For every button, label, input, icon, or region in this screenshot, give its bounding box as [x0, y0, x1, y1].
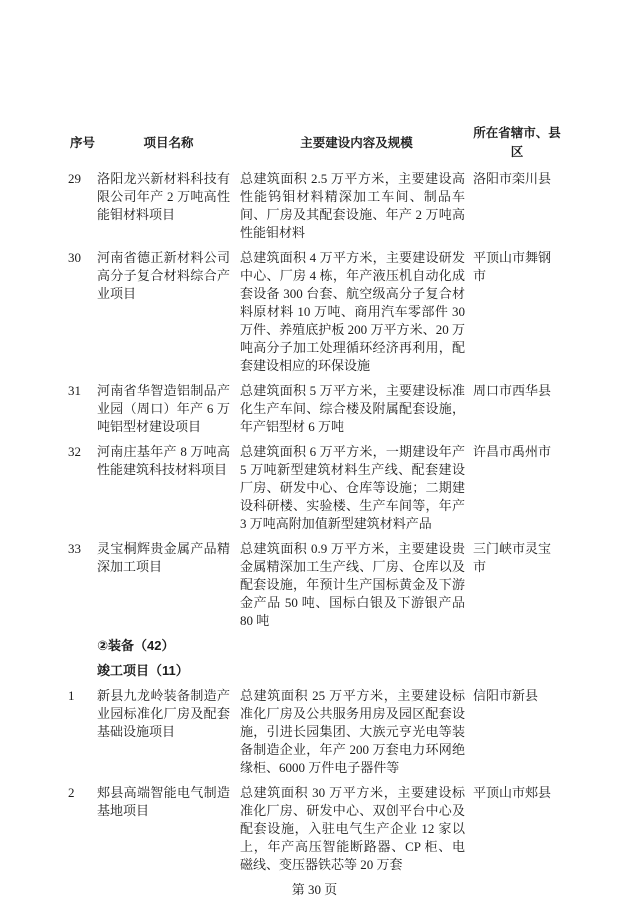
cell-location: 三门峡市灵宝市 [473, 541, 552, 574]
cell-project-name: 河南省德正新材料公司高分子复合材料综合产业项目 [97, 250, 230, 301]
col-header-project-name: 项目名称 [143, 135, 194, 150]
table-row [68, 443, 561, 533]
cell-index: 2 [68, 785, 75, 800]
table-row [68, 249, 561, 375]
cell-location: 平顶山市舞钢市 [473, 250, 552, 283]
cell-index: 1 [68, 688, 75, 703]
cell-index: 33 [68, 541, 81, 556]
section-heading-equipment: ②装备（42） [97, 638, 175, 653]
cell-project-name: 河南省华智造铝制品产业园（周口）年产 6 万吨铝型材建设项目 [97, 383, 230, 434]
cell-project-name: 郏县高端智能电气制造基地项目 [97, 785, 230, 818]
cell-location: 信阳市新县 [473, 688, 539, 703]
cell-construction-content: 总建筑面积 30 万平方米，主要建设标准化厂房、研发中心、双创平台中心及配套设施，入驻电气生产企业 12 家以上，年产高压智能断路器、CP 柜、电磁线、变压器铁芯等 20 万套 [240, 785, 465, 872]
cell-project-name: 河南庄基年产 8 万吨高性能建筑科技材料项目 [97, 444, 230, 477]
col-header-index: 序号 [69, 135, 95, 150]
page-number: 第 30 页 [291, 882, 338, 897]
col-header-location: 所在省辖市、县区 [473, 126, 561, 159]
cell-location: 周口市西华县 [473, 383, 552, 398]
cell-construction-content: 总建筑面积 2.5 万平方米，主要建设高性能钨钼材料精深加工车间、制品车间、厂房及其配套设施、年产 2 万吨高性能钼材料 [240, 171, 465, 240]
table-row [68, 170, 561, 242]
cell-index: 30 [68, 250, 81, 265]
cell-construction-content: 总建筑面积 6 万平方米，一期建设年产 5 万吨新型建筑材料生产线、配套建设厂房、研发中心、仓库等设施；二期建设科研楼、实验楼、生产车间等，年产 3 万吨高附加值新型建筑材料产品 [240, 444, 465, 531]
cell-project-name: 洛阳龙兴新材料科技有限公司年产 2 万吨高性能钼材料项目 [97, 171, 230, 222]
cell-construction-content: 总建筑面积 4 万平方米，主要建设研发中心、厂房 4 栋，年产液压机自动化成套设备 300 台套、航空级高分子复合材料原材料 10 万吨、商用汽车零部件 30 万件、养殖底护板 200 万平方米、20 万吨高分子加工处理循环经济再利用，配套建设相应的环保设施 [240, 250, 465, 373]
table-row [68, 540, 561, 630]
cell-construction-content: 总建筑面积 25 万平方米，主要建设标准化厂房及公共服务用房及园区配套设施，引进长园集团、大族元亨光电等装备制造企业，年产 200 万套电力环网绝缘柜、6000 万件电子器件等 [240, 688, 465, 775]
table-row [68, 784, 561, 874]
cell-construction-content: 总建筑面积 0.9 万平方米，主要建设贵金属精深加工生产线、厂房、仓库以及配套设施，年预计生产国标黄金及下游金产品 50 吨、国标白银及下游银产品 80 吨 [240, 541, 465, 628]
section-heading-completed-projects: 竣工项目（11） [97, 663, 189, 678]
table-row [68, 687, 561, 777]
cell-project-name: 灵宝桐辉贵金属产品精深加工项目 [97, 541, 230, 574]
table-header-row [68, 124, 561, 162]
cell-location: 平顶山市郏县 [473, 785, 552, 800]
cell-location: 许昌市禹州市 [473, 444, 552, 459]
table-content [68, 124, 561, 899]
cell-index: 32 [68, 444, 81, 459]
table-row [68, 382, 561, 436]
cell-index: 31 [68, 383, 81, 398]
cell-location: 洛阳市栾川县 [473, 171, 552, 186]
cell-construction-content: 总建筑面积 5 万平方米，主要建设标准化生产车间、综合楼及附属配套设施，年产铝型材 6 万吨 [240, 383, 465, 434]
col-header-construction-content: 主要建设内容及规模 [300, 135, 413, 150]
cell-index: 29 [68, 171, 81, 186]
cell-project-name: 新县九龙岭装备制造产业园标准化厂房及配套基础设施项目 [97, 688, 230, 739]
